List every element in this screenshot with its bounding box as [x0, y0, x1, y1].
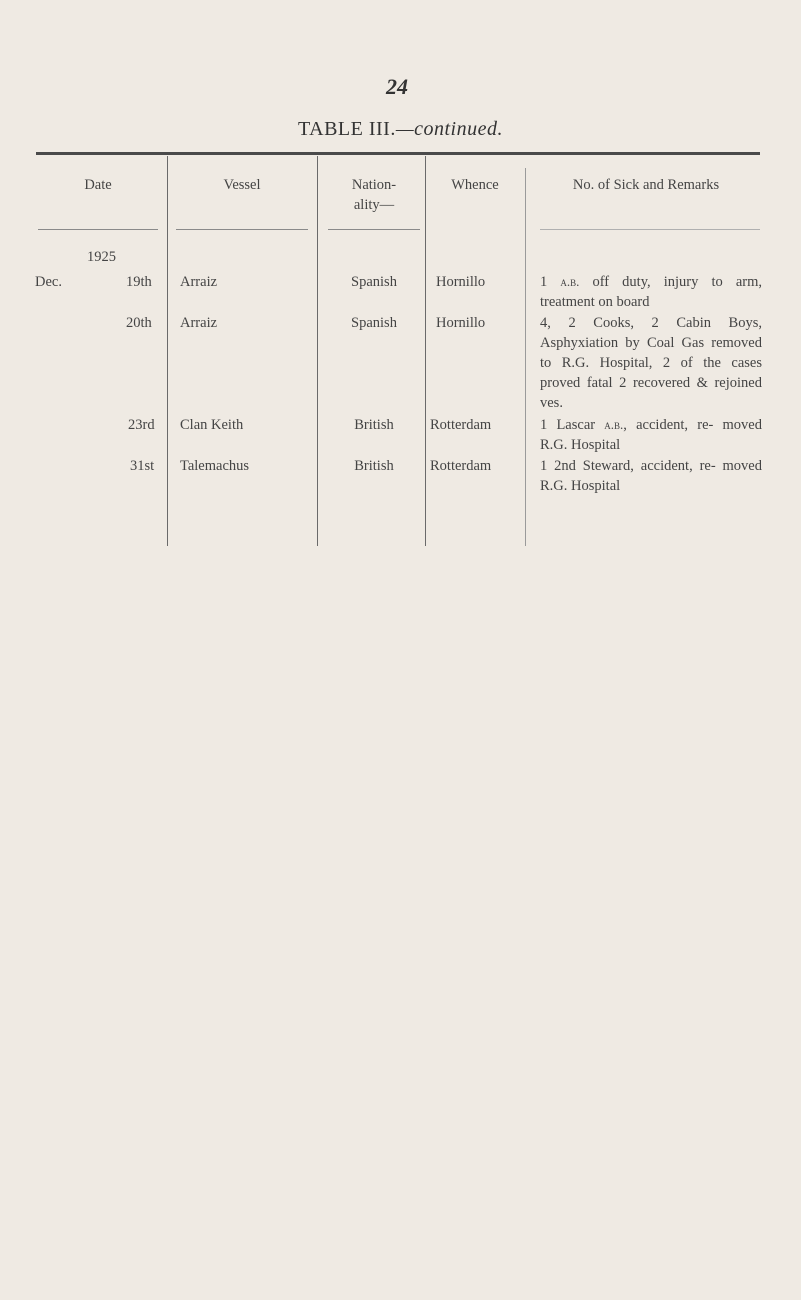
column-divider-4 [525, 168, 526, 546]
vessel-cell: Arraiz [180, 315, 218, 331]
nationality-cell: Spanish [351, 315, 397, 331]
header-rule-vessel [176, 229, 308, 230]
header-nationality: Nation- ality— [351, 177, 397, 213]
remarks-cell: 1 Lascar a.b., accident, re- moved R.G. Hospital [540, 417, 762, 453]
table-top-rule [36, 152, 760, 155]
page-number: 24 [386, 74, 408, 99]
remarks-cell: 1 a.b. off duty, injury to arm, treatment on board [540, 274, 762, 310]
year: 1925 [87, 249, 116, 265]
date-cell: 23rd [128, 417, 155, 433]
remarks-cell: 4, 2 Cooks, 2 Cabin Boys, Asphyxiation by Coal Gas removed to R.G. Hospital, 2 of the cases proved fatal 2 recovered & rejoined ves. [540, 315, 762, 411]
vessel-cell: Talemachus [180, 458, 250, 474]
date-cell: 20th [126, 315, 152, 331]
remarks-cell: 1 2nd Steward, accident, re- moved R.G. Hospital [540, 458, 762, 494]
date-cell: 19th [126, 274, 152, 290]
header-remarks: No. of Sick and Remarks [572, 177, 720, 193]
header-vessel: Vessel [223, 177, 261, 193]
whence-cell: Rotterdam [430, 458, 492, 474]
vessel-cell: Clan Keith [180, 417, 244, 433]
column-divider-2 [317, 156, 318, 546]
table-title [0, 118, 801, 141]
vessel-cell: Arraiz [180, 274, 218, 290]
header-date: Date [84, 177, 112, 193]
header-rule-remarks [540, 229, 760, 230]
column-divider-3 [425, 156, 426, 546]
month: Dec. [35, 274, 62, 290]
header-rule-nationality [328, 229, 420, 230]
whence-cell: Hornillo [436, 315, 486, 331]
nationality-cell: Spanish [351, 274, 397, 290]
table-title-continued: —continued. [395, 118, 503, 140]
column-divider-1 [167, 156, 168, 546]
whence-cell: Rotterdam [430, 417, 492, 433]
table-title-main: TABLE III. [298, 118, 396, 140]
whence-cell: Hornillo [436, 274, 486, 290]
header-rule-date [38, 229, 158, 230]
header-whence: Whence [451, 177, 499, 193]
date-cell: 31st [130, 458, 155, 474]
nationality-cell: British [354, 458, 394, 474]
nationality-cell: British [354, 417, 394, 433]
